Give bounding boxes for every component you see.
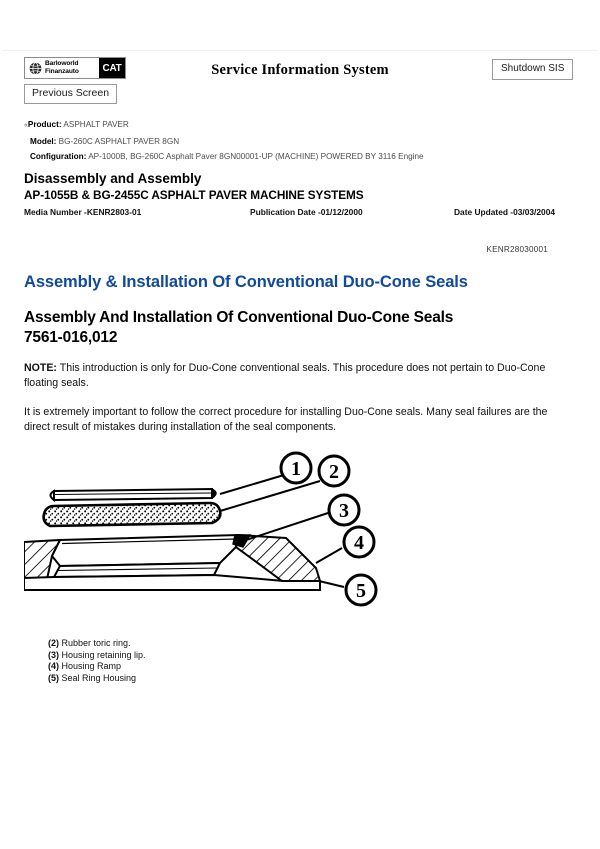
black-heading-line1: Assembly And Installation Of Conventional Duo-Cone Seals: [24, 309, 454, 326]
breadcrumb-product[interactable]: [24, 117, 580, 134]
legend-item-number: (5): [48, 672, 59, 683]
callout-5-label: 5: [356, 580, 366, 602]
logo-brand-line2: Finanzauto: [45, 68, 79, 75]
document-meta-row: [24, 207, 580, 220]
note-label: NOTE:: [24, 362, 57, 374]
page-title: Service Information System: [211, 62, 389, 78]
breadcrumb-product-key: Product:: [27, 120, 62, 129]
callout-3-label: 3: [339, 500, 349, 522]
document-subsection-title: AP-1055B & BG-2455C ASPHALT PAVER MACHINE SYSTEMS: [24, 188, 364, 202]
app-header: [0, 56, 600, 100]
callout-3: [329, 495, 359, 525]
legend-item-number: (2): [48, 638, 59, 648]
callout-2-label: 2: [329, 461, 339, 483]
rubber-toric-ring: [44, 503, 221, 526]
callout-1-label: 1: [291, 458, 301, 480]
media-number: Media Number -KENR2803-01: [24, 207, 142, 217]
breadcrumb-model-value: BG-260C ASPHALT PAVER 8GN: [58, 136, 180, 146]
date-updated: Date Updated -03/03/2004: [454, 207, 556, 217]
note-text: This introduction is only for Duo-Cone conventional seals. This procedure does not pertain to Duo-Cone floating seals.: [24, 362, 546, 389]
note-paragraph: [24, 361, 574, 391]
document-title-block: [24, 170, 580, 220]
logo-brand-line1: Barloworld: [45, 60, 79, 68]
callout-5: [346, 575, 376, 605]
legend-item-text: Housing retaining lip.: [59, 649, 146, 660]
blue-section-heading: Assembly & Installation Of Conventional Duo-Cone Seals: [24, 273, 468, 291]
document-id: KENR28030001: [486, 245, 548, 254]
breadcrumb-back-arrow-icon[interactable]: «: [24, 122, 28, 129]
legend-item: [48, 673, 368, 685]
legend-item-text: Seal Ring Housing: [59, 672, 137, 683]
legend-item: [48, 661, 368, 673]
body-paragraph: It is extremely important to follow the correct procedure for installing Duo-Cone seals. Many seal failures are the direct result of mistakes during installation of the seal components.: [24, 406, 548, 433]
shutdown-sis-button[interactable]: Shutdown SIS: [492, 59, 573, 80]
seal-cross-section-drawing: [24, 450, 424, 615]
legend-item-text: Housing Ramp: [59, 661, 122, 671]
callout-1: [281, 453, 311, 483]
figure-legend: [48, 638, 368, 684]
callout-2: [319, 456, 349, 486]
black-section-heading: [24, 308, 580, 348]
cat-logo: CAT: [99, 58, 125, 78]
legend-item-text: Rubber toric ring.: [59, 638, 131, 648]
page-top-rule: [2, 50, 598, 51]
breadcrumb-model-key: Model:: [30, 136, 57, 146]
legend-item-number: (3): [48, 649, 59, 660]
breadcrumb-configuration-value: AP-1000B, BG-260C Asphalt Paver 8GN00001-UP (MACHINE) POWERED BY 3116 Engine: [88, 152, 424, 162]
previous-screen-button[interactable]: Previous Screen: [24, 84, 117, 104]
breadcrumb-model[interactable]: [24, 134, 580, 150]
seal-ring-plate: [51, 489, 217, 500]
publication-date: Publication Date -01/12/2000: [250, 207, 363, 217]
seal-ring-housing: [24, 535, 324, 590]
callout-4: [344, 527, 374, 557]
document-section-title: Disassembly and Assembly: [24, 171, 202, 186]
legend-item: [48, 638, 368, 650]
breadcrumb-configuration[interactable]: [24, 149, 580, 165]
legend-item: [48, 650, 368, 662]
breadcrumb: [24, 117, 580, 165]
breadcrumb-product-value: ASPHALT PAVER: [63, 120, 129, 129]
callout-4-label: 4: [354, 532, 364, 554]
black-heading-line2: 7561-016,012: [24, 329, 118, 346]
duo-cone-seal-cross-section-figure: [24, 450, 424, 615]
legend-item-number: (4): [48, 661, 59, 671]
breadcrumb-configuration-key: Configuration:: [30, 152, 87, 162]
